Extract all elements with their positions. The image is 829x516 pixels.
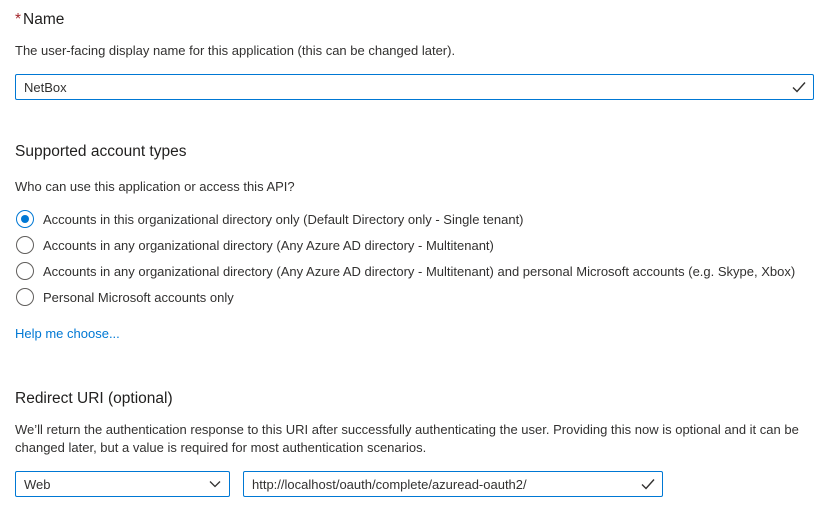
radio-option-single-tenant[interactable] [15, 206, 814, 232]
radio-single-tenant[interactable] [16, 210, 34, 228]
radio-option-multitenant-personal[interactable] [15, 258, 814, 284]
radio-multitenant-personal[interactable] [16, 262, 34, 280]
redirect-uri-input-wrap [243, 471, 663, 497]
account-types-title: Supported account types [15, 143, 187, 160]
required-asterisk: * [15, 11, 22, 28]
account-types-radio-group [15, 206, 814, 310]
radio-multitenant[interactable] [16, 236, 34, 254]
radio-option-label: Accounts in any organizational directory (Any Azure AD directory - Multitenant) and personal Microsoft accounts (e.g. Skype, Xbox) [43, 263, 796, 279]
name-input-wrap [15, 74, 814, 100]
radio-option-label: Accounts in this organizational directory only (Default Directory only - Single tenant) [43, 211, 524, 227]
radio-option-personal-only[interactable] [15, 284, 814, 310]
radio-option-label: Accounts in any organizational directory (Any Azure AD directory - Multitenant) [43, 237, 494, 253]
platform-select-value: Web [24, 476, 51, 492]
redirect-uri-title: Redirect URI (optional) [15, 390, 173, 407]
platform-select[interactable] [15, 471, 230, 497]
name-input[interactable] [15, 74, 814, 100]
account-types-question: Who can use this application or access this API? [15, 179, 295, 194]
help-me-choose-link[interactable]: Help me choose... [15, 326, 120, 341]
name-description: The user-facing display name for this application (this can be changed later). [15, 43, 456, 58]
name-section-title [15, 10, 814, 30]
radio-option-label: Personal Microsoft accounts only [43, 289, 234, 305]
radio-personal-only[interactable] [16, 288, 34, 306]
redirect-uri-row [15, 471, 814, 497]
redirect-uri-description: We’ll return the authentication response to this URI after successfully authenticating the user. Providing this now is optional and it can be changed later, but a value is required for most authentication scenarios. [15, 422, 799, 455]
name-label: Name [23, 11, 65, 28]
radio-option-multitenant[interactable] [15, 232, 814, 258]
chevron-down-icon [209, 480, 221, 488]
redirect-uri-input[interactable] [243, 471, 663, 497]
